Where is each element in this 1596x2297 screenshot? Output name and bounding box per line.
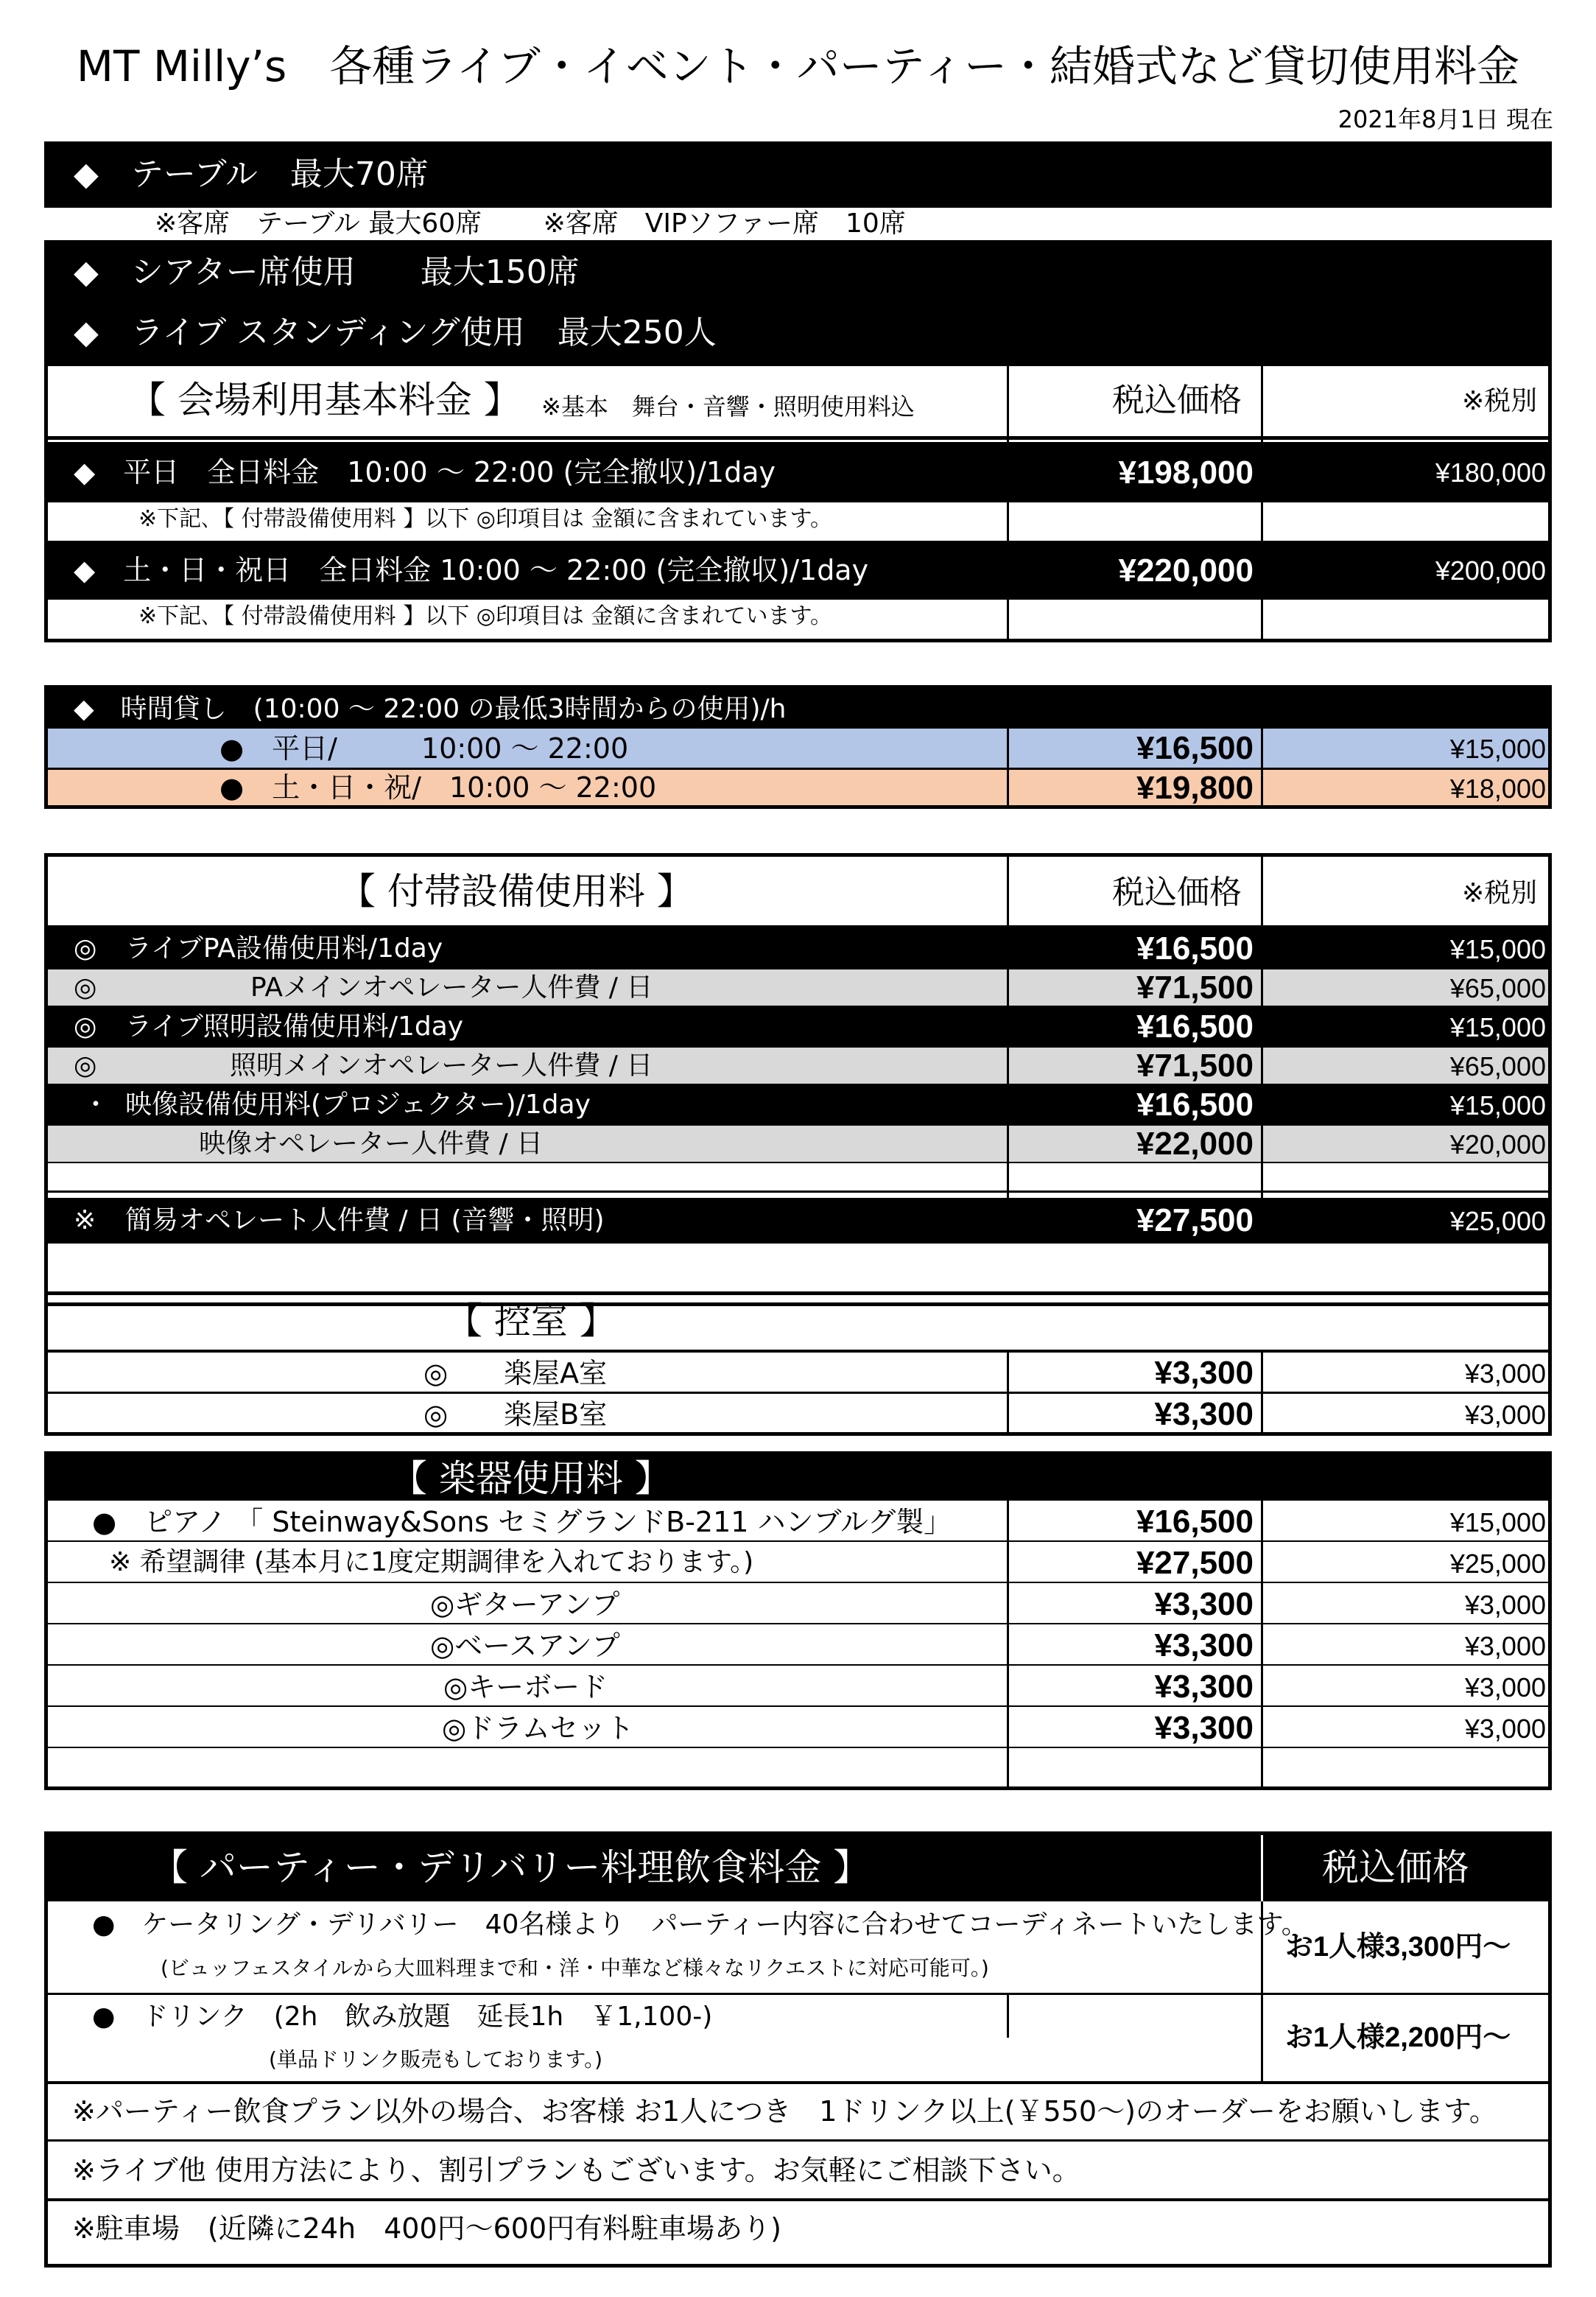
equipment-label: 映像設備使用料(プロジェクター)/1day <box>125 1090 591 1120</box>
hourly-weekend-label: ● 土・日・祝/ 10:00 ～ 22:00 <box>219 771 657 804</box>
instrument-excl: ¥3,000 <box>1464 1672 1546 1702</box>
basic-weekend-label: ◆ 土・日・祝日 全日料金 10:00 ～ 22:00 (完全撤収)/1day <box>74 554 869 586</box>
instrument-excl: ¥3,000 <box>1464 1590 1546 1620</box>
basic-fee-heading-note: ※基本 舞台・音響・照明使用料込 <box>541 393 915 421</box>
drink-note: (単品ドリンク販売もしております。) <box>269 2047 603 2072</box>
instrument-excl: ¥15,000 <box>1449 1507 1546 1537</box>
equipment-incl: ¥16,500 <box>1136 1087 1254 1123</box>
basic-weekday-label: ◆ 平日 全日料金 10:00 ～ 22:00 (完全撤収)/1day <box>74 456 776 488</box>
drink-label: ● ドリンク (2h 飲み放題 延長1h ￥1,100-) <box>92 2002 713 2032</box>
note-discount: ※ライブ他 使用方法により、割引プランもございます。お気軽にご相談下さい。 <box>72 2154 1080 2186</box>
basic-weekend-incl: ¥220,000 <box>1118 553 1254 589</box>
equipment-col-excl: ※税別 <box>1462 878 1538 908</box>
equipment-label: ライブ照明設備使用料/1day <box>125 1011 464 1042</box>
equipment-label: 映像オペレーター人件費 / 日 <box>199 1129 544 1159</box>
note-parking: ※駐車場 (近隣に24h 400円～600円有料駐車場あり) <box>72 2212 781 2245</box>
hourly-heading: ◆ 時間貸し (10:00 ～ 22:00 の最低3時間からの使用)/h <box>74 694 787 724</box>
green-room-table <box>44 1291 1552 1436</box>
basic-weekend-note: ※下記､【 付帯設備使用料 】以下 ◎印項目は 金額に含まれています。 <box>138 603 833 629</box>
green-room-heading: 【 控室 】 <box>446 1300 616 1342</box>
capacity-standing: ◆ ライブ スタンディング使用 最大250人 <box>74 314 717 351</box>
equipment-excl: ¥15,000 <box>1449 934 1546 964</box>
equipment-label: PAメインオペレーター人件費 / 日 <box>250 972 653 1003</box>
hourly-weekend-excl: ¥18,000 <box>1449 774 1546 804</box>
catering-label: ● ケータリング・デリバリー 40名様より パーティー内容に合わせてコーディネートいたします。 <box>92 1910 1308 1940</box>
instruments-heading: 【 楽器使用料 】 <box>390 1457 672 1500</box>
instrument-label: ◎ドラムセット <box>442 1712 634 1744</box>
equipment-incl: ¥71,500 <box>1136 1048 1254 1084</box>
catering-price: お1人様3,300円～ <box>1285 1932 1511 1963</box>
page-title: MT Milly’s 各種ライブ・イベント・パーティー・結婚式など貸切使用料金 <box>76 41 1520 91</box>
green-room-excl: ¥3,000 <box>1464 1400 1546 1430</box>
drink-price: お1人様2,200円～ <box>1285 2022 1511 2053</box>
instrument-incl: ¥3,300 <box>1154 1710 1254 1746</box>
instrument-incl: ¥27,500 <box>1136 1545 1254 1581</box>
basic-col-incl: 税込価格 <box>1112 382 1242 419</box>
instrument-label: ◎ベースアンプ <box>430 1630 620 1662</box>
equipment-excl: ¥65,000 <box>1449 973 1546 1003</box>
basic-weekday-note: ※下記､【 付帯設備使用料 】以下 ◎印項目は 金額に含まれています。 <box>138 506 833 532</box>
hourly-weekend-incl: ¥19,800 <box>1136 770 1254 806</box>
equipment-simple-excl: ¥25,000 <box>1449 1206 1546 1236</box>
green-room-label: ◎ 楽屋B室 <box>423 1398 608 1431</box>
catering-heading: 【 パーティー・デリバリー料理飲食料金 】 <box>151 1846 871 1889</box>
equipment-excl: ¥65,000 <box>1449 1051 1546 1081</box>
green-room-incl: ¥3,300 <box>1154 1396 1254 1432</box>
equipment-heading: 【 付帯設備使用料 】 <box>339 870 694 913</box>
equipment-label: 照明メインオペレーター人件費 / 日 <box>230 1051 653 1081</box>
equipment-incl: ¥71,500 <box>1136 969 1254 1006</box>
catering-note: (ビュッフェスタイルから大皿料理まで和・洋・中華など様々なリクエストに対応可能可。) <box>161 1956 989 1980</box>
equipment-incl: ¥16,500 <box>1136 1009 1254 1045</box>
green-room-label: ◎ 楽屋A室 <box>423 1357 608 1389</box>
instrument-incl: ¥16,500 <box>1136 1504 1254 1540</box>
instrument-label: ◎ギターアンプ <box>430 1588 620 1621</box>
basic-weekday-excl: ¥180,000 <box>1435 457 1546 488</box>
hourly-weekday-label: ● 平日/ 10:00 ～ 22:00 <box>219 732 629 765</box>
instrument-excl: ¥3,000 <box>1464 1714 1546 1744</box>
basic-weekend-excl: ¥200,000 <box>1435 555 1546 586</box>
equipment-incl: ¥16,500 <box>1136 930 1254 967</box>
basic-weekday-incl: ¥198,000 <box>1118 455 1254 491</box>
instrument-excl: ¥3,000 <box>1464 1631 1546 1661</box>
effective-date: 2021年8月1日 現在 <box>1337 105 1553 133</box>
equipment-excl: ¥15,000 <box>1449 1012 1546 1042</box>
instrument-label: ● ピアノ 「 Steinway&Sons セミグランドB-211 ハンブルグ製」 <box>92 1506 952 1538</box>
equipment-simple-incl: ¥27,500 <box>1136 1202 1254 1238</box>
hourly-weekday-incl: ¥16,500 <box>1136 730 1254 766</box>
green-room-incl: ¥3,300 <box>1154 1355 1254 1391</box>
instrument-incl: ¥3,300 <box>1154 1669 1254 1705</box>
basic-fee-heading: 【 会場利用基本料金 】 <box>129 379 521 421</box>
equipment-label: ライブPA設備使用料/1day <box>125 933 443 964</box>
equipment-excl: ¥20,000 <box>1449 1129 1546 1160</box>
green-room-excl: ¥3,000 <box>1464 1358 1546 1389</box>
equipment-excl: ¥15,000 <box>1449 1090 1546 1121</box>
capacity-table: ◆ テーブル 最大70席 <box>74 155 429 193</box>
hourly-weekday-excl: ¥15,000 <box>1449 734 1546 764</box>
instrument-label: ※ 希望調律 (基本月に1度定期調律を入れております。) <box>109 1547 754 1577</box>
instrument-incl: ¥3,300 <box>1154 1627 1254 1663</box>
basic-col-excl: ※税別 <box>1462 386 1538 416</box>
equipment-simple-label: 簡易オペレート人件費 / 日 (音響・照明) <box>125 1205 605 1235</box>
equipment-incl: ¥22,000 <box>1136 1126 1254 1162</box>
instrument-label: ◎キーボード <box>443 1671 608 1703</box>
capacity-theater: ◆ シアター席使用 最大150席 <box>74 253 580 291</box>
instrument-excl: ¥25,000 <box>1449 1549 1546 1579</box>
note-drink-order: ※パーティー飲食プラン以外の場合、お客様 お1人につき 1ドリンク以上(￥550～)のオーダーをお願いします。 <box>72 2095 1497 2128</box>
instruments-table <box>44 1451 1552 1790</box>
equipment-col-incl: 税込価格 <box>1112 874 1242 911</box>
instrument-incl: ¥3,300 <box>1154 1586 1254 1622</box>
catering-col-incl: 税込価格 <box>1322 1846 1469 1889</box>
capacity-table-note: ※客席 テーブル 最大60席 ※客席 VIPソファー席 10席 <box>155 208 906 239</box>
